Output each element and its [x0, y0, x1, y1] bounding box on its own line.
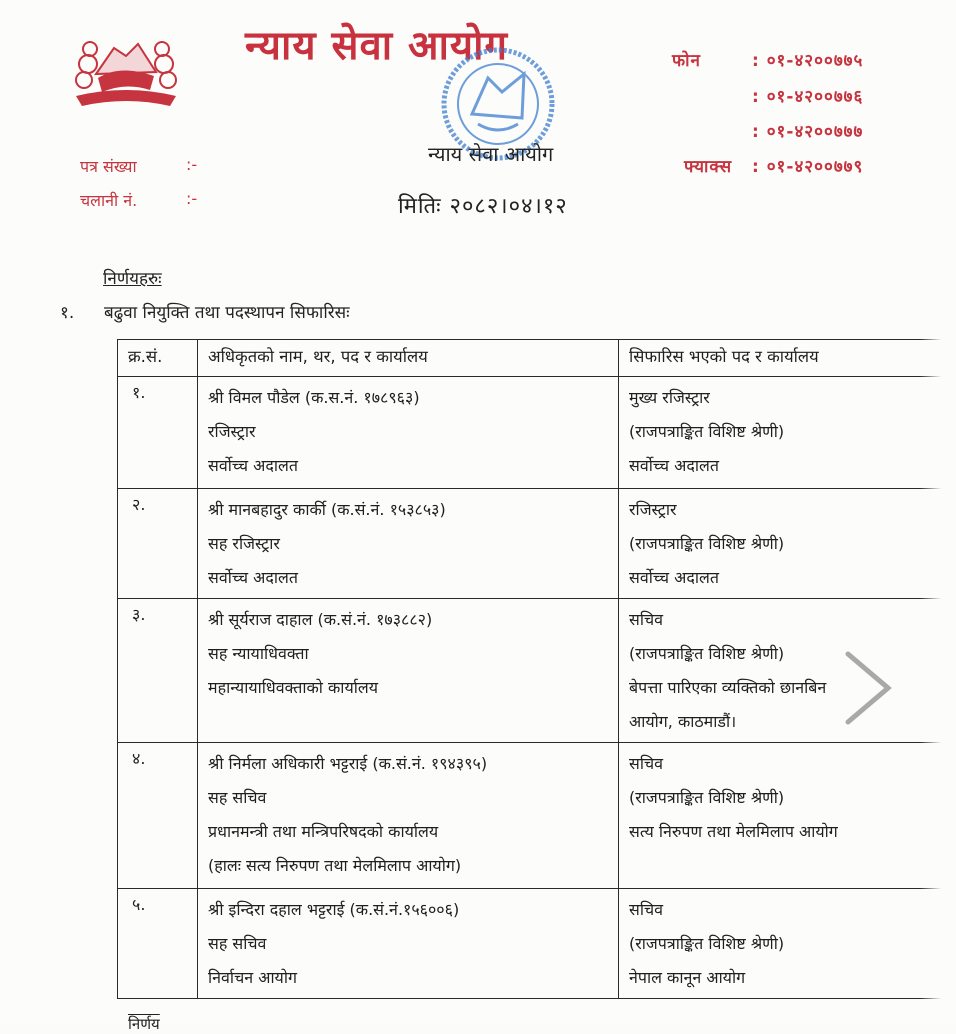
decision-item-heading: [60, 300, 350, 323]
recommended-cell: [619, 743, 947, 889]
officer-name: श्री मानबहादुर कार्की (क.सं.नं. १५३८५३): [208, 500, 446, 519]
recommended-class: (राजपत्राङ्कित विशिष्ट श्रेणी): [629, 934, 785, 953]
officer-cell: [198, 743, 619, 889]
promotion-recommendation-table: [117, 339, 947, 999]
recommended-cell: [619, 489, 947, 599]
officer-post: सह सचिव: [208, 934, 267, 953]
recommended-post: मुख्य रजिस्ट्रार: [629, 388, 710, 407]
officer-office: सर्वोच्च अदालत: [208, 456, 298, 475]
serial-cell: ४.: [118, 743, 198, 889]
chevron-right-icon[interactable]: [842, 650, 894, 726]
document-date: मितिः २०८२।०४।१२: [398, 194, 568, 219]
serial-cell: २.: [118, 489, 198, 599]
table-row: [118, 599, 947, 743]
recommended-office-cont: आयोग, काठमाडौं।: [629, 712, 737, 731]
column-header-serial: क्र.सं.: [118, 340, 198, 377]
officer-name: श्री इन्दिरा दहाल भट्टराई (क.सं.नं.१५६००६): [208, 900, 460, 919]
recommended-office: नेपाल कानून आयोग: [629, 968, 746, 987]
officer-office: निर्वाचन आयोग: [208, 968, 297, 987]
serial-cell: ५.: [118, 889, 198, 999]
officer-name: श्री निर्मला अधिकारी भट्टराई (क.सं.नं. १९४३९५): [208, 754, 488, 773]
letter-number-label: पत्र संख्या: [80, 157, 137, 176]
table-row: [118, 377, 947, 489]
officer-cell: [198, 599, 619, 743]
table-row: [118, 743, 947, 889]
recommended-post: सचिव: [629, 610, 664, 629]
fax-label: फ्याक्स: [684, 157, 733, 177]
officer-office: प्रधानमन्त्री तथा मन्त्रिपरिषदको कार्यालय: [208, 822, 439, 841]
recommended-post: सचिव: [629, 754, 664, 773]
recommended-cell: [619, 377, 947, 489]
phone-number-3: : ०१-४२००७७७: [752, 122, 864, 142]
cut-off-text: निर्णय: [128, 1015, 160, 1033]
officer-cell: [198, 489, 619, 599]
table-header-row: [118, 340, 947, 377]
phone-number-1: : ०१-४२००७७५: [752, 51, 864, 71]
recommended-office: सर्वोच्च अदालत: [629, 568, 719, 587]
phone-number-2: : ०१-४२००७७६: [752, 87, 864, 107]
recommended-cell: [619, 599, 947, 743]
officer-name: श्री विमल पौडेल (क.स.नं. १७८९६३): [208, 388, 420, 407]
table-row: [118, 489, 947, 599]
recommended-office: बेपत्ता पारिएका व्यक्तिको छानबिन: [629, 678, 827, 697]
recommended-class: (राजपत्राङ्कित विशिष्ट श्रेणी): [629, 422, 785, 441]
recommended-class: (राजपत्राङ्कित विशिष्ट श्रेणी): [629, 534, 785, 553]
column-header-recommended: सिफारिस भएको पद र कार्यालय: [619, 340, 947, 377]
serial-cell: १.: [118, 377, 198, 489]
decisions-heading: निर्णयहरुः: [103, 269, 162, 289]
recommended-class: (राजपत्राङ्कित विशिष्ट श्रेणी): [629, 788, 785, 807]
officer-post: सह न्यायाधिवक्ता: [208, 644, 309, 663]
dispatch-number-value: :-: [186, 189, 198, 208]
officer-current-office: (हालः सत्य निरुपण तथा मेलमिलाप आयोग): [208, 856, 462, 875]
column-header-officer: अधिकृतको नाम, थर, पद र कार्यालय: [198, 340, 619, 377]
recommended-cell: [619, 889, 947, 999]
decision-item-number: १.: [60, 303, 75, 323]
dispatch-number-label: चलानी नं.: [80, 191, 138, 210]
officer-post: सह सचिव: [208, 788, 267, 807]
fax-number: : ०१-४२००७७९: [752, 157, 864, 177]
officer-post: रजिस्ट्रार: [208, 422, 256, 441]
phone-label: फोन: [672, 51, 701, 71]
serial-cell: ३.: [118, 599, 198, 743]
recommended-post: रजिस्ट्रार: [629, 500, 677, 519]
recommended-class: (राजपत्राङ्कित विशिष्ट श्रेणी): [629, 644, 785, 663]
decision-item-title: बढुवा नियुक्ति तथा पदस्थापन सिफारिसः: [104, 303, 350, 323]
officer-cell: [198, 377, 619, 489]
officer-office: सर्वोच्च अदालत: [208, 568, 298, 587]
officer-cell: [198, 889, 619, 999]
office-subtitle: न्याय सेवा आयोग: [428, 142, 554, 166]
officer-name: श्री सूर्यराज दाहाल (क.सं.नं. १७३८८२): [208, 610, 433, 629]
officer-office: महान्यायाधिवक्ताको कार्यालय: [208, 678, 378, 697]
organization-title: न्याय सेवा आयोग: [245, 23, 509, 69]
recommended-office: सर्वोच्च अदालत: [629, 456, 719, 475]
letter-number-value: :-: [186, 155, 198, 174]
page-edge: [920, 0, 956, 1024]
recommended-office: सत्य निरुपण तथा मेलमिलाप आयोग: [629, 822, 838, 841]
table-row: [118, 889, 947, 999]
nepal-emblem-icon: [70, 34, 182, 116]
recommended-post: सचिव: [629, 900, 664, 919]
officer-post: सह रजिस्ट्रार: [208, 534, 280, 553]
